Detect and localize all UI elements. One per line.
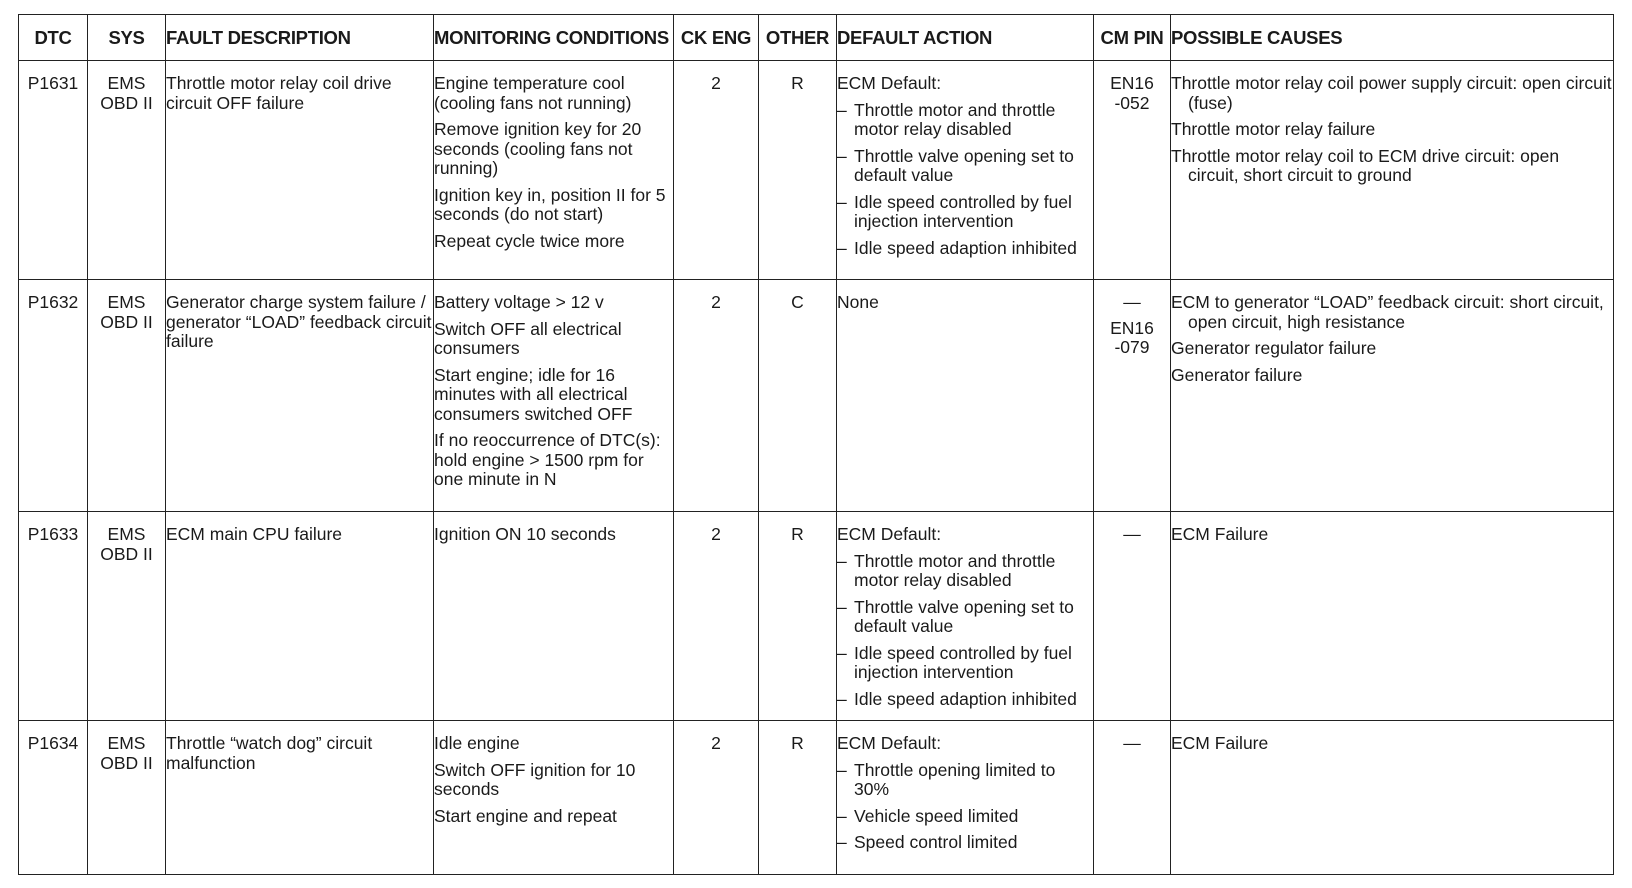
default-action-heading: ECM Default: (837, 73, 942, 93)
default-action-text: Throttle motor and throttle motor relay disabled (854, 99, 1056, 139)
sys-line: OBD II (100, 92, 153, 113)
dash-mark: – (837, 688, 847, 709)
cm-pin-line: -052 (1114, 92, 1150, 113)
possible-causes (1171, 280, 1614, 512)
other-value: R (759, 61, 837, 280)
cm-pin-line: — (1123, 292, 1141, 312)
cause-item: ECM to generator “LOAD” feedback circuit: short circuit, open circuit, high resistance (1171, 292, 1604, 332)
ck-eng-value: 2 (674, 512, 759, 721)
monitoring-step: Idle engine (434, 733, 520, 753)
default-action-item (837, 690, 1093, 710)
dash-mark: – (837, 99, 847, 120)
default-action-item (837, 101, 1093, 140)
possible-causes (1171, 721, 1614, 875)
possible-causes (1171, 512, 1614, 721)
monitoring-step: Start engine; idle for 16 minutes with all electrical consumers switched OFF (434, 364, 633, 424)
sys-cell (88, 280, 166, 512)
default-action-text: Speed control limited (854, 832, 1018, 852)
default-action-text: Idle speed controlled by fuel injection intervention (854, 642, 1072, 682)
monitoring-step: If no reoccurrence of DTC(s): hold engine > 1500 rpm for one minute in N (434, 430, 661, 489)
fault-description: ECM main CPU failure (166, 512, 434, 721)
table-row (19, 721, 1614, 875)
cm-pin-cell (1094, 61, 1171, 280)
cm-pin-cell (1094, 280, 1171, 512)
cm-pin-line: — (1123, 733, 1141, 753)
sys-cell (88, 61, 166, 280)
dash-mark: – (837, 237, 847, 258)
sys-line: EMS (107, 733, 146, 753)
sys-line: OBD II (100, 543, 153, 564)
ck-eng-value: 2 (674, 280, 759, 512)
monitoring-conditions (434, 721, 674, 875)
cause-item: Generator failure (1171, 364, 1303, 385)
default-action-heading: ECM Default: (837, 733, 942, 753)
dtc-code: P1633 (19, 512, 88, 721)
default-action (837, 512, 1094, 721)
fault-description: Throttle “watch dog” circuit malfunction (166, 721, 434, 875)
monitoring-conditions (434, 61, 674, 280)
default-action-text: Idle speed adaption inhibited (854, 688, 1077, 709)
dash-mark: – (837, 805, 847, 826)
dtc-code: P1631 (19, 61, 88, 280)
header-row (19, 15, 1614, 61)
cm-pin-line: EN16 (1110, 317, 1154, 338)
sys-line: OBD II (100, 311, 153, 332)
header-default-action: DEFAULT ACTION (837, 15, 1094, 61)
cm-pin-line: -079 (1114, 337, 1150, 357)
monitoring-conditions (434, 512, 674, 721)
header-ck-eng: CK ENG (674, 15, 759, 61)
dash-mark: – (837, 596, 847, 617)
dtc-code: P1634 (19, 721, 88, 875)
other-value: R (759, 512, 837, 721)
header-dtc: DTC (19, 15, 88, 61)
default-action-text: Throttle valve opening set to default value (854, 596, 1074, 636)
default-action-text: Idle speed controlled by fuel injection intervention (854, 191, 1072, 231)
monitoring-step: Remove ignition key for 20 seconds (cooling fans not running) (434, 119, 642, 178)
ck-eng-value: 2 (674, 61, 759, 280)
default-action-item (837, 147, 1093, 186)
cm-pin-cell (1094, 512, 1171, 721)
default-action-item (837, 833, 1093, 853)
dtc-code: P1632 (19, 280, 88, 512)
default-action-item (837, 239, 1093, 259)
cause-item: ECM Failure (1171, 524, 1269, 544)
table-row (19, 512, 1614, 721)
other-value: R (759, 721, 837, 875)
default-action-text: Vehicle speed limited (854, 805, 1019, 826)
header-monitoring-conditions: MONITORING CONDITIONS (434, 15, 674, 61)
header-sys: SYS (88, 15, 166, 61)
default-action-item (837, 598, 1093, 637)
cm-pin-cell (1094, 721, 1171, 875)
monitoring-step: Repeat cycle twice more (434, 230, 625, 251)
table-row (19, 280, 1614, 512)
sys-line: OBD II (100, 752, 153, 773)
dtc-table (18, 14, 1614, 875)
monitoring-conditions (434, 280, 674, 512)
possible-causes (1171, 61, 1614, 280)
header-fault-description: FAULT DESCRIPTION (166, 15, 434, 61)
default-action-text: Throttle opening limited to 30% (854, 759, 1056, 799)
monitoring-step: Ignition key in, position II for 5 seconds (do not start) (434, 184, 666, 224)
monitoring-step: Battery voltage > 12 v (434, 292, 604, 312)
cm-pin-line: EN16 (1110, 73, 1154, 93)
cause-item: Throttle motor relay coil to ECM drive circuit: open circuit, short circuit to ground (1171, 145, 1560, 185)
cause-item: Generator regulator failure (1171, 338, 1377, 358)
default-action-item (837, 552, 1093, 591)
header-possible-causes: POSSIBLE CAUSES (1171, 15, 1614, 61)
default-action-text: Idle speed adaption inhibited (854, 237, 1077, 258)
sys-line: EMS (107, 73, 146, 93)
dash-mark: – (837, 191, 847, 212)
default-action: None (837, 280, 1094, 512)
dash-mark: – (837, 145, 847, 166)
monitoring-step: Start engine and repeat (434, 805, 617, 826)
default-action-text: Throttle valve opening set to default value (854, 145, 1074, 185)
monitoring-step: Ignition ON 10 seconds (434, 524, 616, 544)
fault-description: Generator charge system failure / generator “LOAD” feedback circuit failure (166, 280, 434, 512)
monitoring-step: Engine temperature cool (cooling fans not running) (434, 73, 632, 113)
default-action-text: Throttle motor and throttle motor relay disabled (854, 550, 1056, 590)
default-action (837, 721, 1094, 875)
sys-cell (88, 512, 166, 721)
header-other: OTHER (759, 15, 837, 61)
monitoring-step: Switch OFF ignition for 10 seconds (434, 759, 636, 799)
other-value: C (759, 280, 837, 512)
sys-line: EMS (107, 524, 146, 544)
cm-pin-line: — (1123, 524, 1141, 544)
sys-line: EMS (107, 292, 146, 312)
default-action-item (837, 807, 1093, 827)
fault-description: Throttle motor relay coil drive circuit OFF failure (166, 61, 434, 280)
table-row (19, 61, 1614, 280)
cause-item: Throttle motor relay failure (1171, 119, 1376, 139)
dash-mark: – (837, 759, 847, 780)
monitoring-step: Switch OFF all electrical consumers (434, 318, 622, 358)
dash-mark: – (837, 642, 847, 663)
default-action-item (837, 193, 1093, 232)
ck-eng-value: 2 (674, 721, 759, 875)
header-cm-pin: CM PIN (1094, 15, 1171, 61)
cause-item: ECM Failure (1171, 733, 1269, 753)
default-action-heading: ECM Default: (837, 524, 942, 544)
default-action (837, 61, 1094, 280)
cause-item: Throttle motor relay coil power supply circuit: open circuit (fuse) (1171, 73, 1612, 113)
dash-mark: – (837, 550, 847, 571)
default-action-item (837, 644, 1093, 683)
sys-cell (88, 721, 166, 875)
default-action-item (837, 761, 1093, 800)
dash-mark: – (837, 832, 847, 852)
